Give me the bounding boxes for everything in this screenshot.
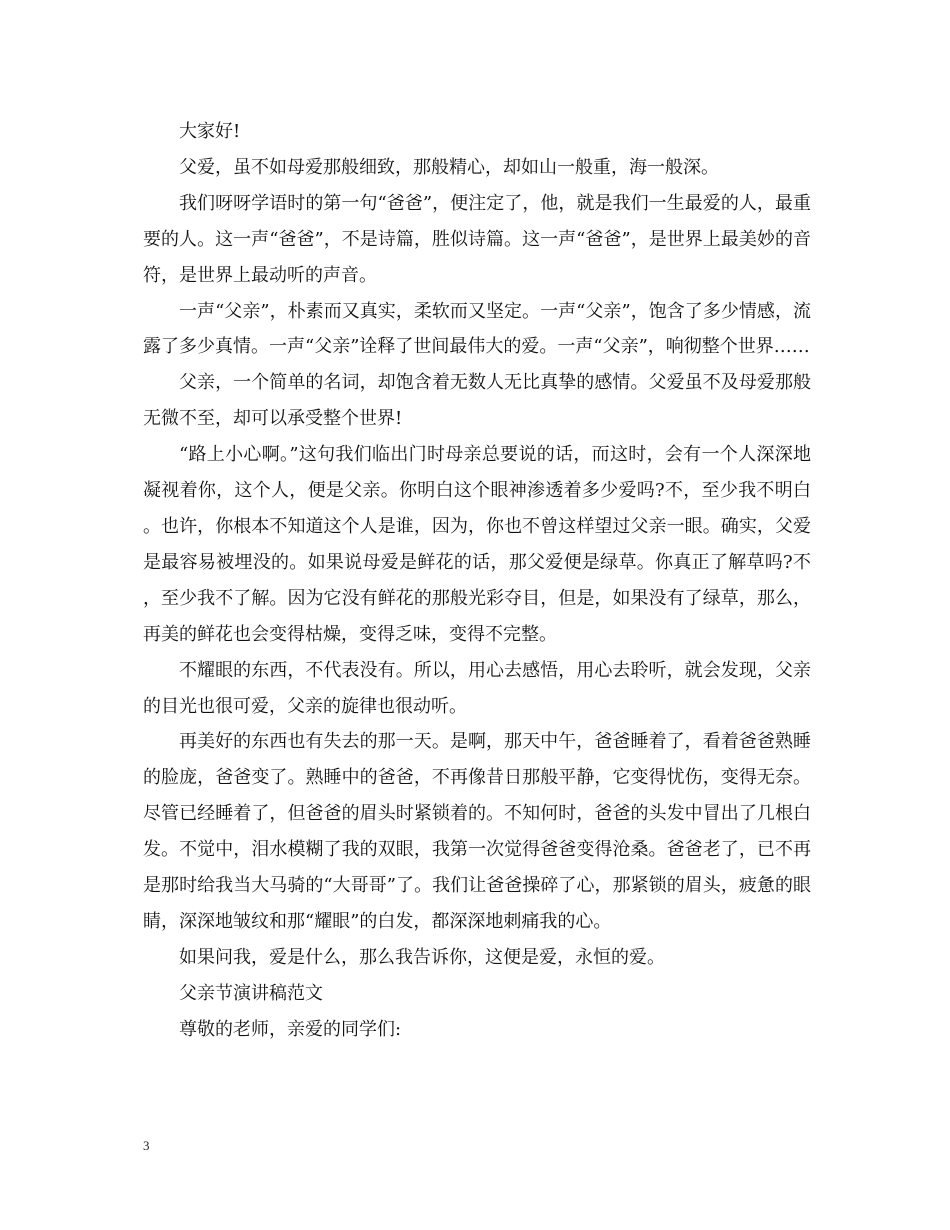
paragraph-be-careful: “路上小心啊。”这句我们临出门时母亲总要说的话，而这时，会有一个人深深地凝视着你，这个人，便是父亲。你明白这个眼神渗透着多少爱吗?不，至少我不明白。也许，你根本不知道这个人是谁，因为，你也不曾这样望过父亲一眼。确实，父爱是最容易被埋没的。如果说母爱是鲜花的话，那父爱便是绿草。你真正了解草吗?不，至少我不了解。因为它没有鲜花的那般光彩夺目，但是，如果没有了绿草，那么，再美的鲜花也会变得枯燥，变得乏味，变得不完整。 [143,444,811,645]
paragraph-what-is-love: 如果问我，爱是什么，那么我告诉你，这便是爱，永恒的爱。 [179,946,665,968]
document-body [143,114,811,1048]
paragraph-first-word: 我们呀呀学语时的第一句“爸爸”，便注定了，他，就是我们一生最爱的人，最重要的人。这一声“爸爸”，不是诗篇，胜似诗篇。这一声“爸爸”，是世界上最美妙的音符，是世界上最动听的声音。 [143,192,811,286]
paragraph-section-title: 父亲节演讲稿范文 [179,982,323,1004]
paragraph-sleeping-father: 再美好的东西也有失去的那一天。是啊，那天中午，爸爸睡着了，看着爸爸熟睡的脸庞，爸爸变了。熟睡中的爸爸，不再像昔日那般平静，它变得忧伤，变得无奈。尽管已经睡着了，但爸爸的眉头时紧锁着的。不知何时，爸爸的头发中冒出了几根白发。不觉中，泪水模糊了我的双眼，我第一次觉得爸爸变得沧桑。爸爸老了，已不再是那时给我当大马骑的“大哥哥”了。我们让爸爸操碎了心，那紧锁的眉头，疲惫的眼睛，深深地皱纹和那“耀眼”的白发，都深深地刺痛我的心。 [143,731,811,932]
paragraph-not-dazzling: 不耀眼的东西，不代表没有。所以，用心去感悟，用心去聆听，就会发现，父亲的目光也很可爱，父亲的旋律也很动听。 [143,659,811,717]
paragraph-greeting: 大家好! [179,121,241,142]
page-number: 3 [143,1138,150,1153]
paragraph-father-voice: 一声“父亲”，朴素而又真实，柔软而又坚定。一声“父亲”，饱含了多少情感，流露了多少真情。一声“父亲”诠释了世间最伟大的爱。一声“父亲”，响彻整个世界…… [143,300,811,358]
paragraph-father-noun: 父亲，一个简单的名词，却饱含着无数人无比真挚的感情。父爱虽不及母爱那般无微不至，却可以承受整个世界! [143,372,811,430]
paragraph-salutation: 尊敬的老师，亲爱的同学们: [179,1018,402,1040]
paragraph-intro: 父爱，虽不如母爱那般细致，那般精心，却如山一般重，海一般深。 [179,156,719,178]
